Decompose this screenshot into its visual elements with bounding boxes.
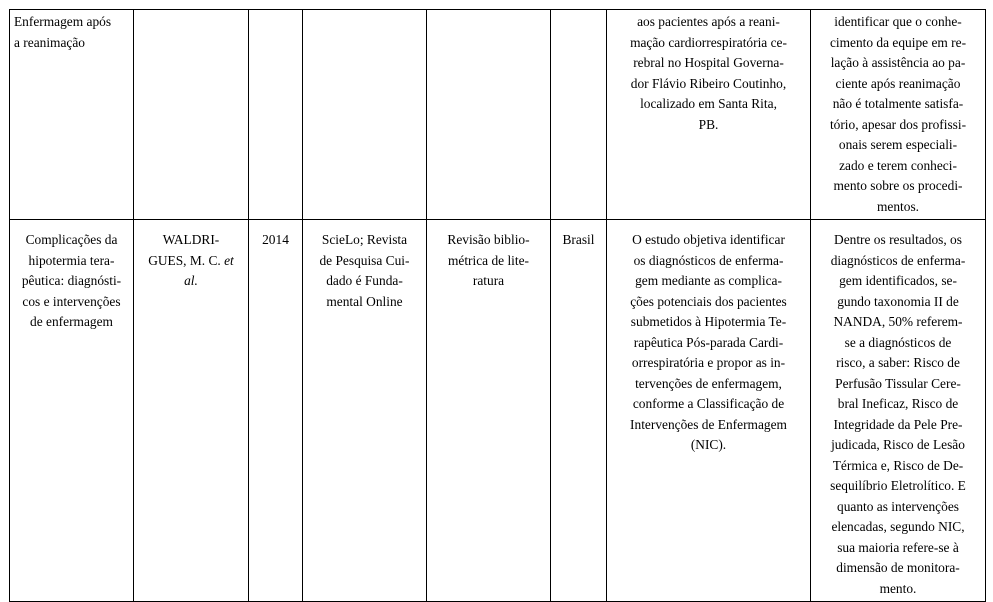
cell-resultados: Dentre os resultados, os diagnósticos de enferma- gem identificados, se- gundo taxonomia II de NANDA, 50% referem- se a diagnósticos de risco, a saber: Risco de Perfusão Tissular Cere- bral Ineficaz, Risco de Integridade da Pele Pre- judicada, Risco de Lesão Térmica e, Risco de De- sequilíbrio Eletrolítico. E quanto as intervenções elencadas, segundo NIC, sua maioria refere-se à dimensão de monitora- mento. (811, 220, 986, 602)
cell-titulo: Enfermagem após a reanimação (10, 10, 134, 220)
cell-autores (134, 220, 249, 602)
cell-objetivo: O estudo objetiva identificar os diagnósticos de enferma- gem mediante as complica- ções potenciais dos pacientes submetidos à Hipotermia Te- rapêutica Pós-parada Cardi- orrespiratória e propor as in- tervenções de enfermagem, conforme a Classificação de Intervenções de Enfermagem (NIC). (607, 220, 811, 602)
et-al-text: et al. (184, 252, 234, 288)
literature-review-table (9, 9, 986, 602)
cell-tipo: Revisão biblio- métrica de lite- ratura (427, 220, 551, 602)
table-row (10, 10, 986, 220)
cell-pais: Brasil (551, 220, 607, 602)
cell-titulo: Complicações da hipotermia tera- pêutica: diagnósti- cos e intervenções de enfermagem (10, 220, 134, 602)
cell-objetivo: aos pacientes após a reani- mação cardiorrespiratória ce- rebral no Hospital Governa- dor Flávio Ribeiro Coutinho, localizado em Santa Rita, PB. (607, 10, 811, 220)
cell-autores (134, 10, 249, 220)
cell-tipo (427, 10, 551, 220)
cell-base: ScieLo; Revista de Pesquisa Cui- dado é Funda- mental Online (303, 220, 427, 602)
table-row (10, 220, 986, 602)
cell-resultados: identificar que o conhe- cimento da equipe em re- lação à assistência ao pa- ciente após reanimação não é totalmente satisfa- tório, apesar dos profissi- onais serem especiali- zado e terem conheci- mento sobre os procedi- mentos. (811, 10, 986, 220)
cell-base (303, 10, 427, 220)
cell-ano: 2014 (249, 220, 303, 602)
authors-text: WALDRI- GUES, M. C. (148, 232, 221, 268)
cell-pais (551, 10, 607, 220)
cell-ano (249, 10, 303, 220)
